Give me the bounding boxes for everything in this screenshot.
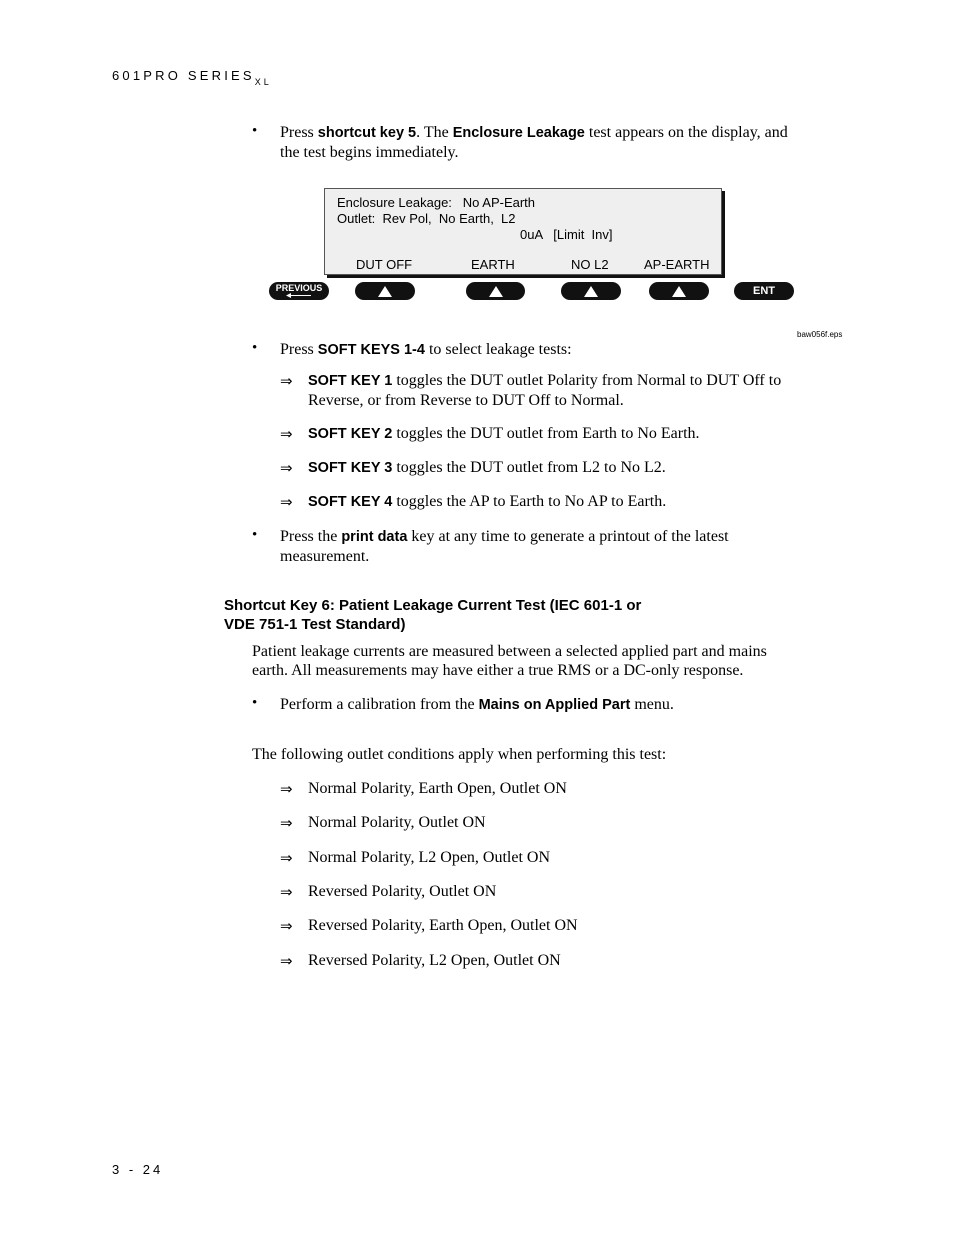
up-arrow-icon [378, 286, 392, 297]
heading-line: VDE 751-1 Test Standard) [224, 616, 406, 633]
text: toggles the DUT outlet from L2 to No L2. [392, 459, 666, 476]
arrow-icon: ⇒ [280, 459, 293, 477]
up-arrow-icon [489, 286, 503, 297]
running-header [112, 68, 272, 87]
bullet-paragraph [280, 695, 674, 715]
condition-item: Reversed Polarity, Earth Open, Outlet ON [308, 917, 578, 934]
previous-button[interactable] [269, 282, 329, 300]
page-number: 3 - 24 [112, 1162, 164, 1177]
text: key at any time to generate a printout of the latest [407, 528, 729, 545]
arrow-icon: ⇒ [280, 917, 293, 935]
text: measurement. [280, 548, 370, 565]
display-line-1 [337, 195, 535, 210]
arrow-icon: ⇒ [280, 372, 293, 390]
key-name: SOFT KEY 2 [308, 426, 393, 442]
arrow-icon: ⇒ [280, 883, 293, 901]
arrow-icon: ⇒ [280, 425, 293, 443]
display-value: No AP-Earth [462, 195, 536, 210]
text: toggles the DUT outlet Polarity from Normal to DUT Off to [392, 372, 782, 389]
lcd-display [324, 188, 722, 275]
key-name: SOFT KEY 3 [308, 460, 393, 476]
text: test appears on the display, and [584, 124, 788, 141]
arrow-icon: ⇒ [280, 952, 293, 970]
display-label: Enclosure Leakage: [337, 195, 452, 210]
figure-caption: baw056f.eps [797, 330, 843, 339]
bullet-icon: • [252, 695, 258, 711]
text: Patient leakage currents are measured between a selected applied part and mains [252, 643, 767, 660]
key-name: shortcut key 5 [317, 125, 417, 141]
softkey-item [308, 492, 666, 512]
text: Reverse, or from Reverse to DUT Off to Normal. [308, 392, 624, 409]
text: Press [280, 341, 318, 358]
arrow-icon: ⇒ [280, 849, 293, 867]
softkey-label-1: DUT OFF [356, 257, 413, 272]
softkey-label-4: AP-EARTH [644, 257, 710, 272]
bullet-icon: • [252, 340, 258, 356]
text: Perform a calibration from the [280, 696, 479, 713]
up-arrow-icon [672, 286, 686, 297]
key-name: print data [341, 529, 408, 545]
section-paragraph: The following outlet conditions apply when performing this test: [252, 746, 667, 763]
arrow-icon: ⇒ [280, 780, 293, 798]
softkey-4-button[interactable] [649, 282, 709, 300]
text: toggles the AP to Earth to No AP to Earth. [392, 493, 667, 510]
softkey-label-3: NO L2 [571, 257, 609, 272]
header-title: 601PRO SERIES [112, 68, 255, 83]
softkey-item [308, 371, 848, 410]
key-name: Mains on Applied Part [478, 697, 631, 713]
bullet-paragraph [280, 527, 850, 566]
display-limit: [Limit Inv] [553, 227, 613, 242]
condition-item: Normal Polarity, Earth Open, Outlet ON [308, 780, 567, 797]
softkey-3-button[interactable] [561, 282, 621, 300]
previous-label: PREVIOUS [275, 283, 323, 293]
text: . The [416, 124, 453, 141]
text: to select leakage tests: [424, 341, 572, 358]
condition-item: Normal Polarity, Outlet ON [308, 814, 486, 831]
section-paragraph [252, 642, 852, 680]
softkey-label-2: EARTH [471, 257, 515, 272]
bullet-icon: • [252, 527, 258, 543]
condition-item: Reversed Polarity, L2 Open, Outlet ON [308, 952, 561, 969]
softkey-2-button[interactable] [466, 282, 525, 300]
softkey-item [308, 424, 700, 444]
display-line-3 [520, 227, 613, 242]
heading-line: Shortcut Key 6: Patient Leakage Current Test (IEC 601-1 or [224, 597, 642, 614]
ent-button[interactable] [734, 282, 794, 300]
up-arrow-icon [584, 286, 598, 297]
text: toggles the DUT outlet from Earth to No Earth. [392, 425, 700, 442]
bullet-icon: • [252, 123, 258, 139]
left-arrow-icon [286, 293, 312, 298]
key-name: SOFT KEY 4 [308, 494, 393, 510]
key-name: SOFT KEY 1 [308, 373, 393, 389]
softkey-1-button[interactable] [355, 282, 415, 300]
display-reading: 0uA [520, 227, 543, 242]
display-label: Outlet: [337, 211, 376, 226]
text: Press the [280, 528, 342, 545]
arrow-icon: ⇒ [280, 814, 293, 832]
text: the test begins immediately. [280, 144, 459, 161]
display-value: Rev Pol, No Earth, L2 [382, 211, 516, 226]
section-heading [224, 596, 641, 634]
softkey-item [308, 458, 666, 478]
bullet-paragraph [280, 340, 572, 360]
ent-label: ENT [753, 285, 775, 297]
text: menu. [630, 696, 674, 713]
display-line-2 [337, 211, 515, 226]
condition-item: Normal Polarity, L2 Open, Outlet ON [308, 849, 551, 866]
header-subscript: XL [254, 77, 272, 87]
key-name: SOFT KEYS 1-4 [317, 342, 425, 358]
bullet-paragraph [280, 123, 850, 162]
text: Press [280, 124, 318, 141]
arrow-icon: ⇒ [280, 493, 293, 511]
text: earth. All measurements may have either a true RMS or a DC-only response. [252, 662, 744, 679]
key-name: Enclosure Leakage [452, 125, 585, 141]
condition-item: Reversed Polarity, Outlet ON [308, 883, 497, 900]
